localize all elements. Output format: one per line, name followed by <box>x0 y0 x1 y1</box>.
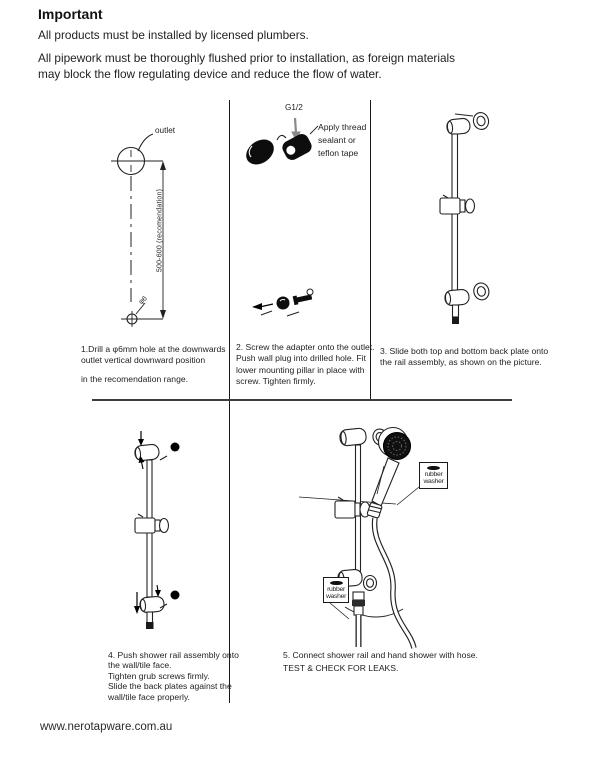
shower-connection-drawing <box>280 420 440 655</box>
top-bracket <box>134 444 159 461</box>
grub-screw-bottom <box>171 591 180 600</box>
rail-end-cap <box>452 317 459 324</box>
shower-handle <box>372 458 399 506</box>
rail-assembly-drawing <box>435 108 505 328</box>
thread-mark <box>277 135 286 140</box>
washer-leader-bottom <box>330 603 349 619</box>
outlet-label: outlet <box>155 126 176 135</box>
hole-diameter-label: φ6 <box>137 295 149 306</box>
washer-leader-top <box>397 487 419 505</box>
rubber-washer-callout-top: rubber washer <box>419 462 448 489</box>
bottom-bracket <box>444 289 469 306</box>
website-url: www.nerotapware.com.au <box>40 721 173 733</box>
bottom-back-plate <box>472 281 491 301</box>
outlet-leader-line <box>138 134 153 151</box>
top-back-plate <box>472 111 491 131</box>
top-bracket <box>446 118 470 135</box>
rail-hose-connector <box>352 592 365 615</box>
elbow-fitting <box>241 134 278 169</box>
rubber-washer-callout-bottom: rubber washer <box>323 577 349 603</box>
rail-mounting-drawing <box>95 425 215 640</box>
dimension-label: 500-600 (recomendation) <box>156 188 164 273</box>
page-title: Important <box>38 6 103 22</box>
rail-end-cap <box>146 622 154 629</box>
grid-divider-vertical-1 <box>229 100 230 703</box>
bottom-knob <box>364 576 377 591</box>
slider-bracket <box>440 195 475 214</box>
grub-screw-top <box>171 443 180 452</box>
step5-caption: 5. Connect shower rail and hand shower with hose. TEST & CHECK FOR LEAKS. <box>283 650 478 673</box>
hand-shower <box>367 428 411 519</box>
thread-size-label: G1/2 <box>285 103 303 112</box>
grid-divider-horizontal <box>92 399 512 401</box>
adapter-fitting <box>280 132 314 163</box>
sealant-note: Apply thread sealant or teflon tape <box>318 122 367 158</box>
push-arrow-top <box>138 431 144 446</box>
washer-icon <box>330 581 343 586</box>
intro-paragraph-2-line1: All pipework must be thoroughly flushed prior to installation, as foreign materials <box>38 51 456 65</box>
drill-position-drawing <box>40 110 200 340</box>
sealant-leader-line <box>310 126 318 134</box>
step1-caption: 1.Drill a φ6mm hole at the downwards outlet vertical downward position in the recomendation range. <box>81 344 226 384</box>
step2-caption: 2. Screw the adapter onto the outlet. Push wall plug into drilled hole. Fit lower mounting pillar in place with screw. Tighten firmly. <box>236 342 375 387</box>
intro-paragraph-1: All products must be installed by licensed plumbers. <box>38 28 309 42</box>
step3-caption: 3. Slide both top and bottom back plate onto the rail assembly, as shown on the picture. <box>380 346 549 368</box>
wall-plug-and-screw <box>252 289 313 316</box>
intro-paragraph-2 <box>38 51 455 83</box>
push-arrow-above-bottom <box>155 585 161 597</box>
step4-caption: 4. Push shower rail assembly onto the wall/tile face. Tighten grub screws firmly. Slide the back plates against the wall/tile face properly. <box>108 650 239 702</box>
top-bracket <box>339 428 367 447</box>
washer-icon <box>427 466 440 471</box>
intro-paragraph-2-line2: may block the flow regulating device and reduce the flow of water. <box>38 66 382 81</box>
bottom-bracket <box>139 596 164 613</box>
slide-arrow-bottom <box>134 592 140 614</box>
